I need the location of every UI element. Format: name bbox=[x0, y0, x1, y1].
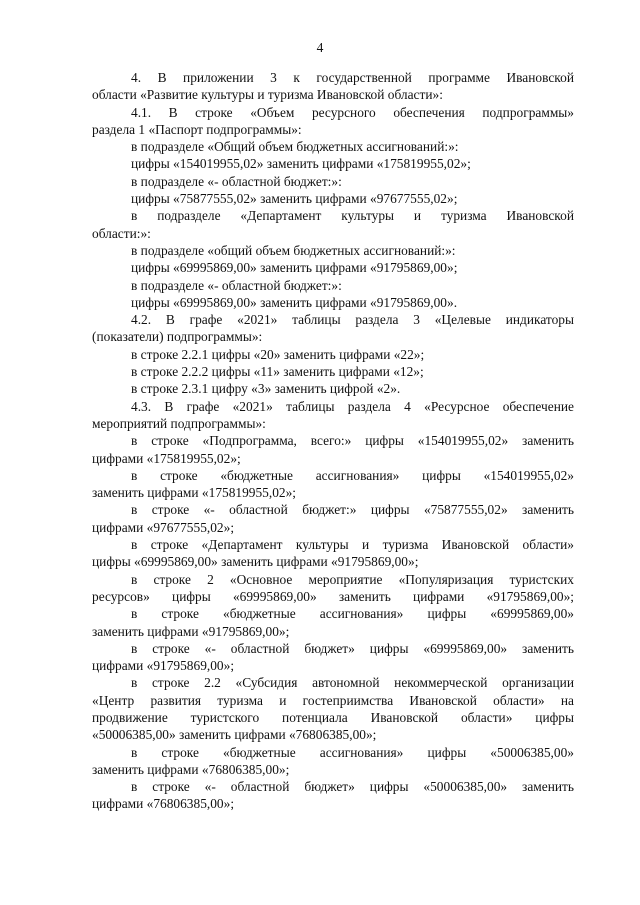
text-line: продвижение туристского потенциала Ивановской области» цифры bbox=[92, 709, 574, 725]
text-line: в строке «- областной бюджет» цифры «50006385,00» заменить bbox=[131, 779, 574, 795]
text-line: в строке «бюджетные ассигнования» цифры «69995869,00» bbox=[131, 606, 574, 622]
text-line: 4.1. В строке «Объем ресурсного обеспечения подпрограммы» bbox=[131, 104, 574, 120]
text-line: в строке «Департамент культуры и туризма Ивановской области» bbox=[131, 537, 574, 553]
text-line: цифрами «91795869,00»; bbox=[92, 658, 235, 674]
text-line: в подразделе «Департамент культуры и туризма Ивановской bbox=[131, 208, 574, 224]
text-line: заменить цифрами «175819955,02»; bbox=[92, 485, 297, 501]
text-line: заменить цифрами «91795869,00»; bbox=[92, 623, 290, 639]
text-line: в подразделе «- областной бюджет:»: bbox=[131, 277, 342, 293]
text-line: цифрами «175819955,02»; bbox=[92, 450, 241, 466]
page-number: 4 bbox=[316, 40, 324, 55]
text-line: в строке 2.2 «Субсидия автономной некоммерческой организации bbox=[131, 675, 574, 691]
text-line: в подразделе «общий объем бюджетных ассигнований:»: bbox=[131, 242, 456, 258]
text-line: 4. В приложении 3 к государственной программе Ивановской bbox=[131, 70, 574, 85]
text-line: цифры «75877555,02» заменить цифрами «97677555,02»; bbox=[131, 191, 458, 207]
text-line: цифрами «76806385,00»; bbox=[92, 796, 235, 812]
text-line: в подразделе «Общий объем бюджетных ассигнований:»: bbox=[131, 139, 459, 155]
text-line: в строке 2.3.1 цифру «3» заменить цифрой «2». bbox=[131, 381, 401, 397]
text-line: «Центр развития туризма и гостеприимства Ивановской области» на bbox=[92, 692, 574, 708]
text-line: в строке «- областной бюджет:» цифры «75877555,02» заменить bbox=[131, 502, 574, 518]
text-line: «50006385,00» заменить цифрами «76806385,00»; bbox=[92, 727, 377, 743]
text-line: области «Развитие культуры и туризма Ивановской области»: bbox=[92, 87, 443, 103]
text-line: в строке 2.2.1 цифры «20» заменить цифрами «22»; bbox=[131, 346, 425, 362]
text-line: раздела 1 «Паспорт подпрограммы»: bbox=[92, 121, 302, 137]
text-line: в строке 2.2.2 цифры «11» заменить цифрами «12»; bbox=[131, 364, 424, 380]
text-line: мероприятий подпрограммы»: bbox=[92, 415, 266, 431]
text-line: в строке «бюджетные ассигнования» цифры «154019955,02» bbox=[131, 467, 574, 483]
text-line: в строке 2 «Основное мероприятие «Популяризация туристских bbox=[131, 571, 574, 587]
text-line: цифры «69995869,00» заменить цифрами «91795869,00»; bbox=[131, 260, 458, 276]
text-line: заменить цифрами «76806385,00»; bbox=[92, 761, 290, 777]
text-line: (показатели) подпрограммы»: bbox=[92, 329, 263, 345]
text-line: 4.3. В графе «2021» таблицы раздела 4 «Ресурсное обеспечение bbox=[131, 398, 574, 414]
text-line: цифрами «97677555,02»; bbox=[92, 519, 235, 535]
text-line: в подразделе «- областной бюджет:»: bbox=[131, 173, 342, 189]
text-line: цифры «154019955,02» заменить цифрами «175819955,02»; bbox=[131, 156, 471, 172]
document-body bbox=[92, 69, 574, 813]
text-line: в строке «бюджетные ассигнования» цифры «50006385,00» bbox=[131, 744, 574, 760]
text-line: ресурсов» цифры «69995869,00» заменить цифрами «91795869,00»; bbox=[92, 588, 574, 604]
text-line: в строке «Подпрограмма, всего:» цифры «154019955,02» заменить bbox=[131, 433, 574, 449]
text-line: цифры «69995869,00» заменить цифрами «91795869,00». bbox=[131, 294, 458, 310]
text-line: цифры «69995869,00» заменить цифрами «91795869,00»; bbox=[92, 554, 419, 570]
text-line: 4.2. В графе «2021» таблицы раздела 3 «Целевые индикаторы bbox=[131, 312, 574, 328]
text-line: области:»: bbox=[92, 225, 151, 241]
text-line: в строке «- областной бюджет» цифры «69995869,00» заменить bbox=[131, 640, 574, 656]
